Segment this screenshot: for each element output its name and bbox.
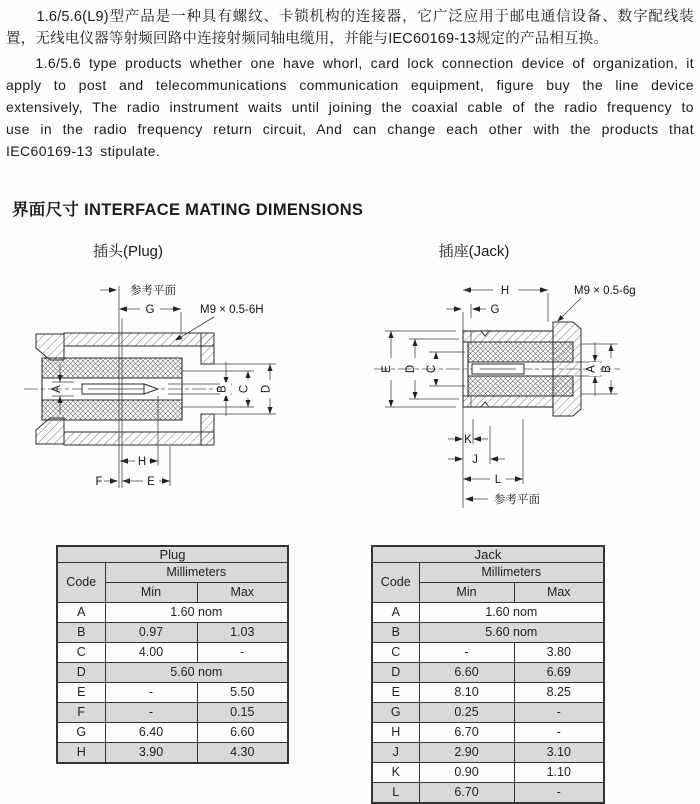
plug-dim-b: B	[216, 385, 229, 393]
plug-dim-e: E	[147, 476, 155, 488]
cell-code: J	[372, 743, 419, 763]
plug-thread-label: M9 × 0.5-6H	[200, 304, 264, 316]
cell-span: 1.60 nom	[419, 603, 604, 623]
jack-unit-header: Millimeters	[419, 563, 604, 583]
plug-dim-h: H	[137, 456, 147, 468]
cell-max: 1.10	[514, 763, 604, 783]
cell-min: 6.70	[419, 783, 514, 804]
table-row	[372, 623, 604, 643]
table-row	[372, 743, 604, 763]
jack-dim-d: D	[405, 364, 417, 374]
jack-thread-label: M9 × 0.5-6g	[574, 285, 636, 297]
cell-min: 6.40	[105, 723, 197, 743]
jack-dim-h: H	[500, 285, 510, 297]
jack-dim-k: K	[464, 434, 472, 446]
jack-dim-c: C	[426, 364, 438, 374]
cell-min: -	[419, 643, 514, 663]
jack-max-header: Max	[514, 583, 604, 603]
cell-min: 6.60	[419, 663, 514, 683]
table-row	[57, 643, 288, 663]
table-row	[57, 603, 288, 623]
cell-min: 0.90	[419, 763, 514, 783]
cell-max: -	[197, 643, 288, 663]
intro-paragraph-cn: 1.6/5.6(L9)型产品是一种具有螺纹、卡锁机构的连接器，它广泛应用于邮电通信设备、数字配线装置，无线电仪器等射频回路中连接射频同轴电缆用，并能与IEC60169-13规定的产品相互换。	[6, 9, 694, 47]
cell-max: 3.80	[514, 643, 604, 663]
table-row	[57, 723, 288, 743]
jack-code-header: Code	[372, 563, 419, 603]
cell-min: 6.70	[419, 723, 514, 743]
jack-table-title: Jack	[372, 546, 604, 563]
cell-code: L	[372, 783, 419, 804]
table-row	[372, 563, 604, 583]
cell-min: -	[105, 703, 197, 723]
table-row	[57, 743, 288, 764]
plug-max-header: Max	[197, 583, 288, 603]
table-row	[372, 683, 604, 703]
intro-section	[6, 6, 694, 162]
cell-code: D	[57, 663, 105, 683]
cell-min: 4.00	[105, 643, 197, 663]
table-row	[372, 703, 604, 723]
table-row	[57, 703, 288, 723]
cell-max: -	[514, 703, 604, 723]
cell-span: 5.60 nom	[105, 663, 288, 683]
cell-code: F	[57, 703, 105, 723]
cell-min: 2.90	[419, 743, 514, 763]
plug-dim-g: G	[145, 304, 155, 316]
cell-max: 4.30	[197, 743, 288, 764]
cell-min: 0.97	[105, 623, 197, 643]
jack-table	[371, 545, 605, 804]
cell-span: 1.60 nom	[105, 603, 288, 623]
table-row	[57, 563, 288, 583]
cell-max: -	[514, 723, 604, 743]
cell-min: 8.10	[419, 683, 514, 703]
cell-code: B	[372, 623, 419, 643]
plug-unit-header: Millimeters	[105, 563, 288, 583]
jack-dim-e: E	[381, 365, 393, 373]
cell-max: 8.25	[514, 683, 604, 703]
cell-code: G	[372, 703, 419, 723]
plug-ref-plane-label: 参考平面	[130, 285, 176, 297]
cell-code: C	[372, 643, 419, 663]
cell-code: H	[57, 743, 105, 764]
cell-max: 6.60	[197, 723, 288, 743]
table-row	[372, 723, 604, 743]
cell-code: K	[372, 763, 419, 783]
plug-code-header: Code	[57, 563, 105, 603]
plug-min-header: Min	[105, 583, 197, 603]
jack-dim-b: B	[601, 365, 613, 373]
section-title-cn: 界面尺寸	[12, 201, 80, 219]
jack-dim-l: L	[494, 474, 502, 486]
cell-code: G	[57, 723, 105, 743]
cell-max: 5.50	[197, 683, 288, 703]
cell-max: 0.15	[197, 703, 288, 723]
plug-dim-c: C	[238, 384, 251, 394]
cell-min: -	[105, 683, 197, 703]
cell-min: 0.25	[419, 703, 514, 723]
table-row	[57, 683, 288, 703]
plug-dim-d: D	[260, 384, 273, 394]
jack-dim-j: J	[472, 454, 478, 466]
jack-caption: 插座(Jack)	[438, 243, 510, 260]
table-row	[372, 643, 604, 663]
table-row	[372, 603, 604, 623]
jack-drawing	[368, 276, 698, 536]
jack-ref-plane-label: 参考平面	[494, 494, 540, 506]
jack-dim-a: A	[585, 365, 598, 373]
section-title	[12, 196, 363, 220]
table-row	[372, 663, 604, 683]
plug-drawing	[18, 276, 348, 536]
cell-code: C	[57, 643, 105, 663]
cell-max: 3.10	[514, 743, 604, 763]
cell-code: B	[57, 623, 105, 643]
jack-dim-g: G	[490, 304, 500, 316]
section-title-en: INTERFACE MATING DIMENSIONS	[84, 201, 364, 219]
plug-dim-f: F	[95, 476, 103, 488]
cell-code: A	[57, 603, 105, 623]
table-row	[57, 623, 288, 643]
plug-table	[56, 545, 289, 764]
cell-min: 3.90	[105, 743, 197, 764]
cell-code: A	[372, 603, 419, 623]
plug-table-title: Plug	[57, 546, 288, 563]
plug-caption: 插头(Plug)	[92, 243, 163, 260]
intro-paragraph-en: 1.6/5.6 type products whether one have whorl, card lock connection device of organization, it apply to post and telecommunications communication equipment, figure buy the line device extensively, The radio instrument waits until joining the coaxial cable of the radio frequency to use in the radio frequency return circuit, And can change each other with the products that IEC60169-13 stipulate.	[6, 55, 694, 159]
table-row	[57, 546, 288, 563]
cell-max: -	[514, 783, 604, 804]
cell-code: H	[372, 723, 419, 743]
table-row	[372, 763, 604, 783]
cell-span: 5.60 nom	[419, 623, 604, 643]
cell-code: D	[372, 663, 419, 683]
table-row	[57, 663, 288, 683]
jack-min-header: Min	[419, 583, 514, 603]
cell-max: 1.03	[197, 623, 288, 643]
plug-dim-a: A	[51, 385, 63, 393]
cell-code: E	[57, 683, 105, 703]
cell-max: 6.69	[514, 663, 604, 683]
cell-code: E	[372, 683, 419, 703]
table-row	[372, 783, 604, 804]
table-row	[372, 546, 604, 563]
